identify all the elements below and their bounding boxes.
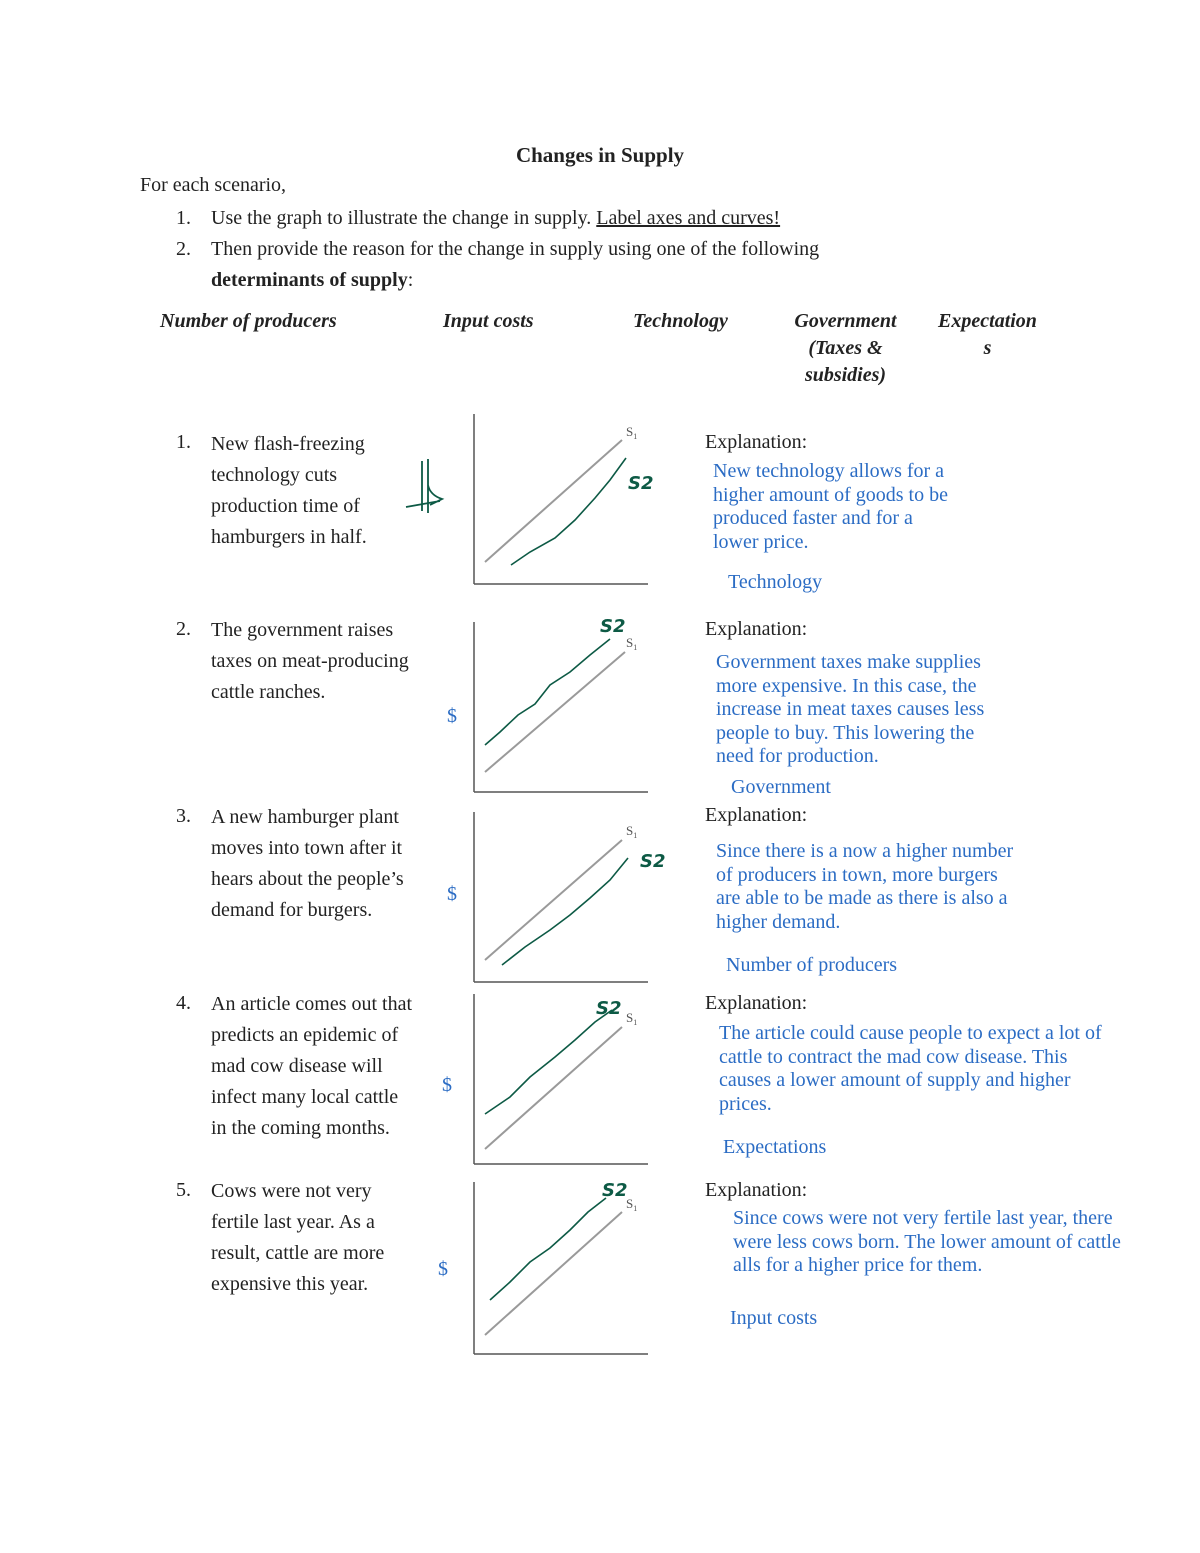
svg-text:S2: S2 [600,616,626,637]
scenario-text: A new hamburger plant moves into town after it hears about the people’s demand for burgers. [211,806,404,921]
determinant-answer: Expectations [723,1136,827,1158]
svg-text:S2: S2 [640,851,666,872]
instruction-1 [176,203,781,234]
instruction-number: 2. [176,238,191,260]
scenario-number: 2. [176,618,191,640]
intro-text: For each scenario, [140,174,287,196]
explanation-answer: The article could cause people to expect a lot of cattle to contract the mad cow disease. This causes a lower amount of supply and higher prices. [719,1022,1102,1115]
price-axis-label: $ [442,1074,452,1096]
supply-graph-4 [470,992,670,1167]
scenario-text: New flash-freezing technology cuts production time of hamburgers in half. [211,433,367,548]
explanation-answer: New technology allows for a higher amount of goods to be produced faster and for a lower price. [713,460,948,553]
supply-graph-1 [470,412,670,587]
determinant-government: Government (Taxes & subsidies) [794,310,897,386]
scenario-text: Cows were not very fertile last year. As a result, cattle are more expensive this year. [211,1180,385,1295]
s1-label: $S_1$ [626,424,638,441]
determinant-answer: Number of producers [726,954,898,976]
s2-label: S2 [628,473,654,494]
instruction-2 [176,234,820,265]
price-axis-label: $ [438,1258,448,1280]
determinant-technology: Technology [633,310,728,332]
explanation-answer: Since there is a now a higher number of producers in town, more burgers are able to be made as there is also a higher demand. [716,840,1014,933]
instruction-emphasis: Label axes and curves! [596,207,781,229]
determinant-answer: Government [731,776,831,798]
supply-graph-2 [470,612,670,797]
scenario-number: 3. [176,805,191,827]
svg-text:S1: $S_1$ [626,823,638,840]
explanation-label: Explanation: [705,618,808,640]
svg-text:S1: $S_1$ [626,1010,638,1027]
supply-graph-5 [470,1180,670,1358]
page-title: Changes in Supply [515,143,685,167]
supply-curve-s2 [511,458,626,565]
scenario-number: 5. [176,1179,191,1201]
explanation-answer: Since cows were not very fertile last year, there were less cows born. The lower amount of cattle alls for a higher price for them. [733,1207,1121,1276]
determinants-heading: determinants of supply [211,269,408,291]
scenario-text: An article comes out that predicts an epidemic of mad cow disease will infect many local cattle in the coming months. [211,993,413,1139]
determinant-input-costs: Input costs [443,310,534,332]
svg-text:S2: S2 [602,1180,628,1201]
supply-curve-s1 [485,440,622,562]
instruction-2-continued: determinants of supply: [211,269,414,291]
explanation-label: Explanation: [705,804,808,826]
instruction-text: Then provide the reason for the change in supply using one of the following [211,238,820,260]
scenario-number: 1. [176,431,191,453]
scenario-number: 4. [176,992,191,1014]
handwritten-sketch [400,455,450,515]
explanation-label: Explanation: [705,992,808,1014]
svg-text:S1: $S_1$ [626,635,638,652]
determinant-answer: Technology [728,571,823,593]
instruction-text: Use the graph to illustrate the change in supply. [211,207,597,229]
explanation-label: Explanation: [705,1179,808,1201]
determinant-number-of-producers: Number of producers [160,310,337,332]
explanation-answer: Government taxes make supplies more expensive. In this case, the increase in meat taxes causes less people to buy. This lowering the need for production. [716,651,985,767]
supply-graph-3 [470,810,670,985]
price-axis-label: $ [447,883,457,905]
explanation-label: Explanation: [705,431,808,453]
svg-text:S1: $S_1$ [626,1196,638,1213]
price-axis-label: $ [447,705,457,727]
determinant-expectations: Expectation s [938,310,1037,359]
svg-text:S2: S2 [596,998,622,1019]
determinant-answer: Input costs [730,1307,818,1329]
instruction-number: 1. [176,207,191,229]
scenario-text: The government raises taxes on meat-producing cattle ranches. [211,619,409,703]
